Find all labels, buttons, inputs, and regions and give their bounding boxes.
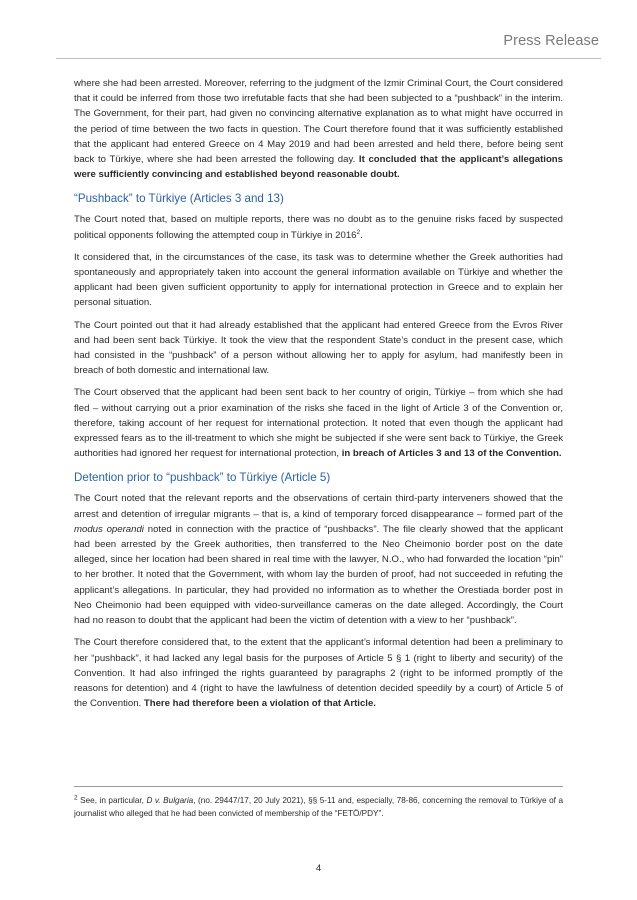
- paragraph-7: [74, 635, 563, 711]
- paragraph-6: [74, 491, 563, 628]
- section-heading-detention: Detention prior to “pushback” to Türkiye (Article 5): [74, 471, 331, 485]
- footnote-number: 2: [74, 794, 78, 802]
- paragraph-5-conclusion: in breach of Articles 3 and 13 of the Convention.: [341, 448, 562, 460]
- footnote-ref-2[interactable]: 2: [356, 228, 361, 236]
- paragraph-7-text: The Court therefore considered that, to the extent that the applicant’s informal detention had been a preliminary to her “pushback”, it had lacked any legal basis for the purposes of Article 5 § 1 (right to liberty and security) of the Convention. It had also infringed the rights guaranteed by paragraphs 2 (right to be informed promptly of the reasons for detention) and 4 (right to have the lawfulness of detention decided speedily by a court) of Article 5 of the Convention.: [74, 637, 563, 710]
- paragraph-6-italic: modus operandi: [74, 523, 144, 535]
- document-body: [74, 76, 563, 718]
- paragraph-2-end: .: [360, 229, 363, 241]
- footnote: [74, 795, 563, 820]
- page-number: 4: [315, 863, 322, 874]
- paragraph-5: [74, 385, 563, 461]
- paragraph-7-conclusion: There had therefore been a violation of that Article.: [143, 698, 376, 710]
- paragraph-1-text: where she had been arrested. Moreover, referring to the judgment of the Izmir Criminal Court, the Court considered that it could be inferred from those two irrefutable facts that she had been subjected to a “pushback” in the interim. The Government, for their part, had given no convincing alternative explanation as to what might have occurred in the period of time between the two facts in question. The Court therefore found that it was sufficiently established that the applicant had entered Greece on 4 May 2019 and had been arrested and held there, before being sent back to Türkiye, where she had been arrested the following day.: [74, 78, 563, 166]
- footnote-text-a: See, in particular,: [77, 796, 147, 805]
- footnote-divider: [74, 786, 563, 787]
- footnote-case-name: D v. Bulgaria: [146, 796, 194, 805]
- header-divider: [56, 58, 601, 59]
- paragraph-3: It considered that, in the circumstances of the case, its task was to determine whether the Greek authorities had spontaneously and appropriately taken into account the general information available on Türkiye and whether the applicant had been given sufficient opportunity to apply for international protection in Greece and to explain her personal situation.: [74, 251, 563, 309]
- footnote-text-b: , (no. 29447/17, 20 July 2021), §§ 5-11 and, especially, 78-86, concerning the removal to Türkiye of a journalist who alleged that he had been convicted of membership of the “FETÖ/PDY”.: [74, 796, 564, 818]
- paragraph-4: The Court pointed out that it had already established that the applicant had entered Greece from the Evros River and had been sent back Türkiye. It took the view that the respondent State’s conduct in the present case, which had consisted in the “pushback” of a person without allowing her to apply for asylum, had manifestly been in breach of both domestic and international law.: [74, 319, 563, 377]
- paragraph-6-text-a: The Court noted that the relevant reports and the observations of certain third-party interveners showed that the arrest and detention of irregular migrants – that is, a kind of temporary forced disappearance – formed part of the: [74, 493, 563, 520]
- paragraph-1-conclusion: It concluded that the applicant’s allegations were sufficiently convincing and established beyond reasonable doubt.: [74, 154, 563, 181]
- paragraph-2-text: The Court noted that, based on multiple reports, there was no doubt as to the genuine risks faced by suspected political opponents following the attempted coup in Türkiye in 2016: [74, 214, 563, 241]
- paragraph-1: [74, 76, 563, 182]
- paragraph-6-text-b: noted in connection with the practice of “pushbacks”. The file clearly showed that the applicant had been arrested by the Greek authorities, then transferred to the Neo Cheimonio border post on the date alleged, since her location had been shared in real time with the lawyer, N.O., who had forwarded the location “pin” to her brother. It noted that the Government, with whom lay the burden of proof, had not succeeded in refuting the applicant’s allegations. In particular, they had provided no information as to whether the Orestiada border post in Neo Cheimonio had been equipped with video-surveillance cameras on the date alleged. Accordingly, the Court had no reason to doubt that the applicant had been the victim of detention with a view to her “pushback”.: [74, 523, 563, 627]
- header-title: Press Release: [503, 33, 599, 49]
- paragraph-2: [74, 212, 563, 242]
- section-heading-pushback: “Pushback” to Türkiye (Articles 3 and 13): [74, 192, 284, 206]
- paragraph-5-text: The Court observed that the applicant had been sent back to her country of origin, Türkiye – from which she had fled – without carrying out a prior examination of the risks she faced in the light of Article 3 of the Convention or, therefore, taking account of her request for international protection. It noted that even though the applicant had expressed fears as to the ill-treatment to which she might be subjected if she were sent back to Türkiye, the Greek authorities had ignored her request for international protection,: [74, 387, 563, 460]
